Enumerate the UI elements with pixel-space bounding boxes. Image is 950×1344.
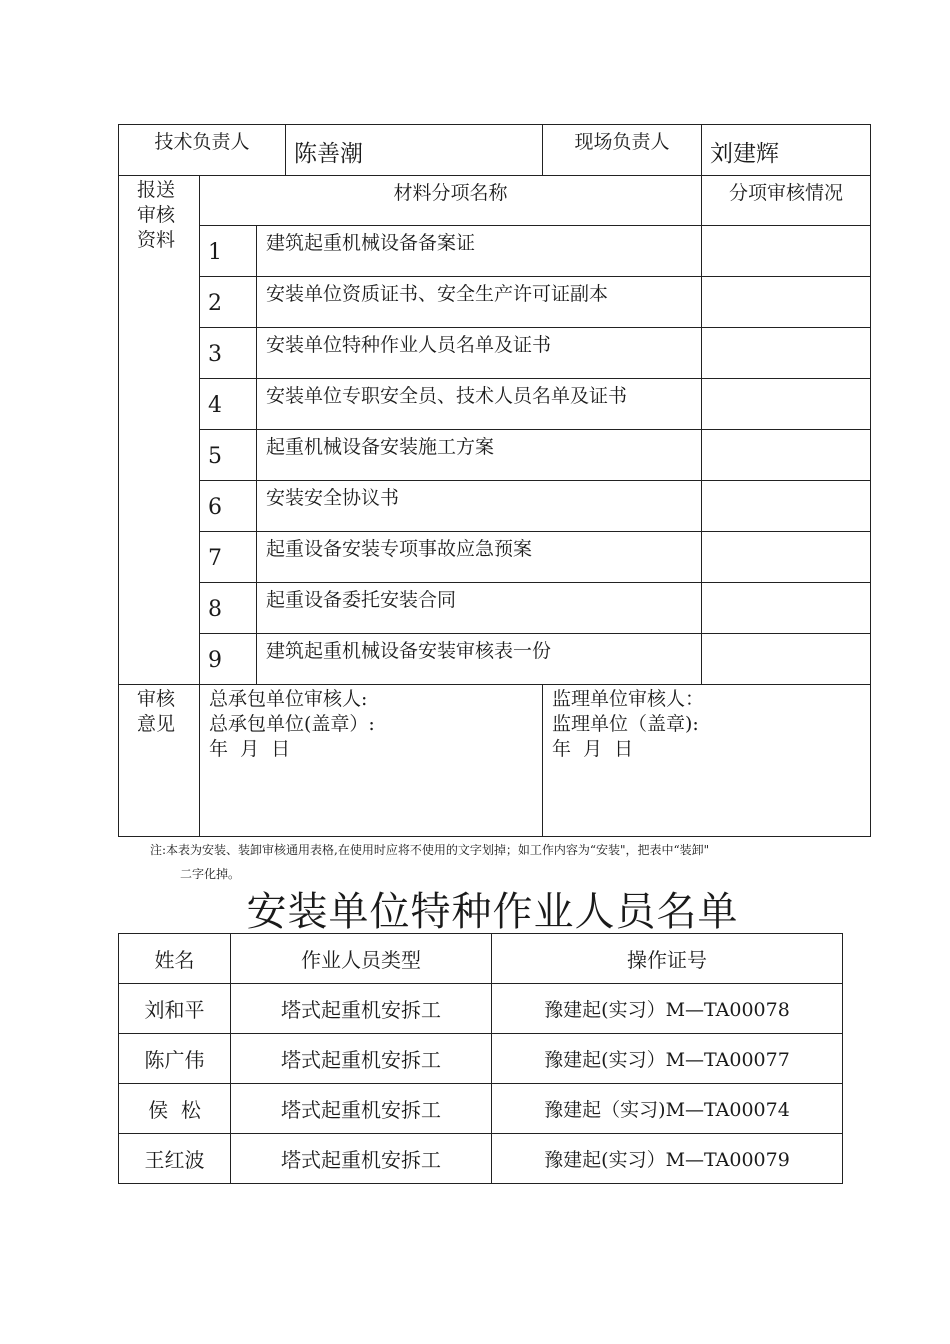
worker-type: 塔式起重机安拆工 bbox=[231, 1084, 492, 1134]
roster-row bbox=[119, 1134, 843, 1184]
worker-name: 刘和平 bbox=[119, 984, 231, 1034]
contractor-reviewer-label: 总承包单位审核人: bbox=[209, 688, 368, 710]
item-review-cell[interactable] bbox=[702, 583, 871, 634]
item-number: 7 bbox=[200, 532, 257, 583]
roster-table bbox=[118, 933, 843, 1184]
item-number: 8 bbox=[200, 583, 257, 634]
item-name: 建筑起重机械设备安装审核表一份 bbox=[257, 634, 702, 685]
item-number: 1 bbox=[200, 226, 257, 277]
material-row bbox=[119, 328, 871, 379]
material-row bbox=[119, 226, 871, 277]
item-number: 5 bbox=[200, 430, 257, 481]
form-note bbox=[150, 838, 850, 886]
item-name: 安装单位资质证书、安全生产许可证副本 bbox=[257, 277, 702, 328]
item-review-cell[interactable] bbox=[702, 634, 871, 685]
item-review-cell[interactable] bbox=[702, 532, 871, 583]
opinion-side-label bbox=[119, 685, 200, 837]
item-review-cell[interactable] bbox=[702, 226, 871, 277]
item-name: 安装安全协议书 bbox=[257, 481, 702, 532]
worker-type: 塔式起重机安拆工 bbox=[231, 1134, 492, 1184]
item-number: 3 bbox=[200, 328, 257, 379]
materials-side-label-line: 资料 bbox=[137, 229, 176, 251]
item-review-cell[interactable] bbox=[702, 430, 871, 481]
contractor-opinion[interactable] bbox=[200, 685, 543, 837]
cert-number: 豫建起(实习）M—TA00077 bbox=[492, 1034, 843, 1084]
note-line: 二字化掉。 bbox=[180, 867, 241, 881]
material-row bbox=[119, 583, 871, 634]
worker-type: 塔式起重机安拆工 bbox=[231, 1034, 492, 1084]
material-row bbox=[119, 277, 871, 328]
item-number: 9 bbox=[200, 634, 257, 685]
review-form-table bbox=[118, 124, 871, 837]
opinion-side-label-line: 审核 bbox=[137, 688, 176, 710]
material-row bbox=[119, 430, 871, 481]
item-review-cell[interactable] bbox=[702, 277, 871, 328]
contractor-date-label: 年 月 日 bbox=[209, 738, 291, 760]
materials-side-label-line: 报送 bbox=[137, 179, 176, 201]
roster-row bbox=[119, 984, 843, 1034]
item-review-cell[interactable] bbox=[702, 379, 871, 430]
cert-number: 豫建起（实习)M—TA00074 bbox=[492, 1084, 843, 1134]
material-row bbox=[119, 481, 871, 532]
item-name: 起重设备委托安装合同 bbox=[257, 583, 702, 634]
materials-header: 材料分项名称 bbox=[200, 176, 702, 226]
item-name: 起重机械设备安装施工方案 bbox=[257, 430, 702, 481]
review-status-header: 分项审核情况 bbox=[702, 176, 871, 226]
contractor-seal-label: 总承包单位(盖章）: bbox=[209, 713, 375, 735]
roster-header-row bbox=[119, 934, 843, 984]
item-name: 安装单位专职安全员、技术人员名单及证书 bbox=[257, 379, 702, 430]
supervisor-date-label: 年 月 日 bbox=[552, 738, 634, 760]
supervisor-seal-label: 监理单位（盖章): bbox=[552, 713, 699, 735]
roster-row bbox=[119, 1034, 843, 1084]
cert-number: 豫建起(实习）M—TA00079 bbox=[492, 1134, 843, 1184]
worker-type: 塔式起重机安拆工 bbox=[231, 984, 492, 1034]
worker-name: 王红波 bbox=[119, 1134, 231, 1184]
header-name: 姓名 bbox=[119, 934, 231, 984]
supervisor-opinion[interactable] bbox=[543, 685, 871, 837]
supervisor-reviewer-label: 监理单位审核人： bbox=[552, 688, 705, 710]
header-cert-no: 操作证号 bbox=[492, 934, 843, 984]
item-name: 建筑起重机械设备备案证 bbox=[257, 226, 702, 277]
item-number: 2 bbox=[200, 277, 257, 328]
site-lead-name: 刘建辉 bbox=[702, 125, 871, 176]
item-number: 6 bbox=[200, 481, 257, 532]
tech-lead-label: 技术负责人 bbox=[119, 125, 286, 176]
tech-lead-name: 陈善潮 bbox=[286, 125, 543, 176]
header-worker-type: 作业人员类型 bbox=[231, 934, 492, 984]
opinion-side-label-line: 意见 bbox=[137, 713, 176, 735]
materials-side-label bbox=[119, 176, 200, 685]
item-number: 4 bbox=[200, 379, 257, 430]
roster-row bbox=[119, 1084, 843, 1134]
material-row bbox=[119, 532, 871, 583]
item-name: 安装单位特种作业人员名单及证书 bbox=[257, 328, 702, 379]
materials-side-label-line: 审核 bbox=[137, 204, 176, 226]
item-review-cell[interactable] bbox=[702, 481, 871, 532]
item-name: 起重设备安装专项事故应急预案 bbox=[257, 532, 702, 583]
worker-name: 陈广伟 bbox=[119, 1034, 231, 1084]
item-review-cell[interactable] bbox=[702, 328, 871, 379]
roster-title: 安装单位特种作业人员名单 bbox=[246, 889, 739, 935]
worker-name: 侯 松 bbox=[119, 1084, 231, 1134]
cert-number: 豫建起(实习）M—TA00078 bbox=[492, 984, 843, 1034]
site-lead-label: 现场负责人 bbox=[543, 125, 702, 176]
note-line: 注:本表为安装、装卸审核通用表格,在使用时应将不使用的文字划掉；如工作内容为“安装"，把表中“装卸" bbox=[150, 843, 710, 857]
material-row bbox=[119, 634, 871, 685]
material-row bbox=[119, 379, 871, 430]
